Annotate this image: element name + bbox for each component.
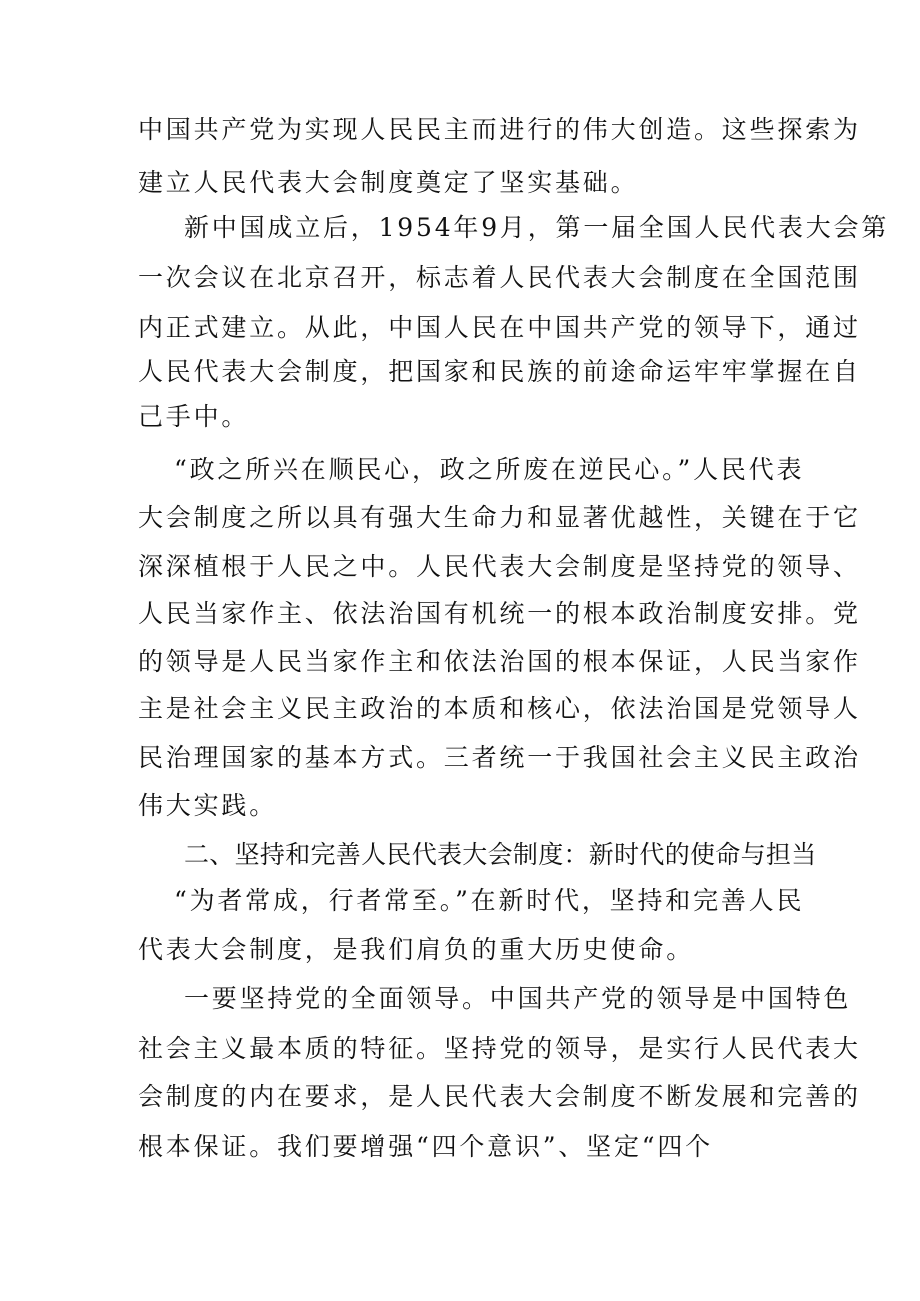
text-line: 人民当家作主、依法治国有机统一的根本政治制度安排。党 bbox=[138, 599, 861, 628]
text-line: 建立人民代表大会制度奠定了坚实基础。 bbox=[138, 168, 639, 197]
text-line: 代表大会制度，是我们肩负的重大历史使命。 bbox=[138, 935, 695, 964]
text-line: 中国共产党为实现人民民主而进行的伟大创造。这些探索为 bbox=[138, 115, 861, 144]
text-line: 内正式建立。从此，中国人民在中国共产党的领导下，通过 bbox=[138, 313, 861, 342]
paragraph-first-line: 新中国成立后，1954年9月，第一届全国人民代表大会第 bbox=[184, 213, 890, 242]
text-line: 己手中。 bbox=[138, 402, 250, 431]
text-line: 根本保证。我们要增强“四个意识”、坚定“四个 bbox=[138, 1132, 713, 1161]
text-line: 大会制度之所以具有强大生命力和显著优越性，关键在于它 bbox=[138, 503, 861, 532]
text-line: 主是社会主义民主政治的本质和核心，依法治国是党领导人 bbox=[138, 694, 861, 723]
text-line: 人民代表大会制度，把国家和民族的前途命运牢牢掌握在自 bbox=[138, 357, 861, 386]
text-line: 社会主义最本质的特征。坚持党的领导，是实行人民代表大 bbox=[138, 1034, 861, 1063]
text-line: 民治理国家的基本方式。三者统一于我国社会主义民主政治 bbox=[138, 743, 861, 772]
text-line: 会制度的内在要求，是人民代表大会制度不断发展和完善的 bbox=[138, 1082, 861, 1111]
paragraph-first-line: 一要坚持党的全面领导。中国共产党的领导是中国特色 bbox=[184, 984, 852, 1013]
text-line: 深深植根于人民之中。人民代表大会制度是坚持党的领导、 bbox=[138, 552, 861, 581]
text-line: 伟大实践。 bbox=[138, 791, 278, 820]
text-line: 一次会议在北京召开，标志着人民代表大会制度在全国范围 bbox=[138, 263, 861, 292]
paragraph-first-line: “政之所兴在顺民心，政之所废在逆民心。”人民代表 bbox=[174, 455, 805, 484]
text-line: 的领导是人民当家作主和依法治国的根本保证，人民当家作 bbox=[138, 647, 861, 676]
section-heading: 二、坚持和完善人民代表大会制度：新时代的使命与担当 bbox=[184, 840, 817, 869]
paragraph-first-line: “为者常成，行者常至。”在新时代，坚持和完善人民 bbox=[174, 886, 805, 915]
